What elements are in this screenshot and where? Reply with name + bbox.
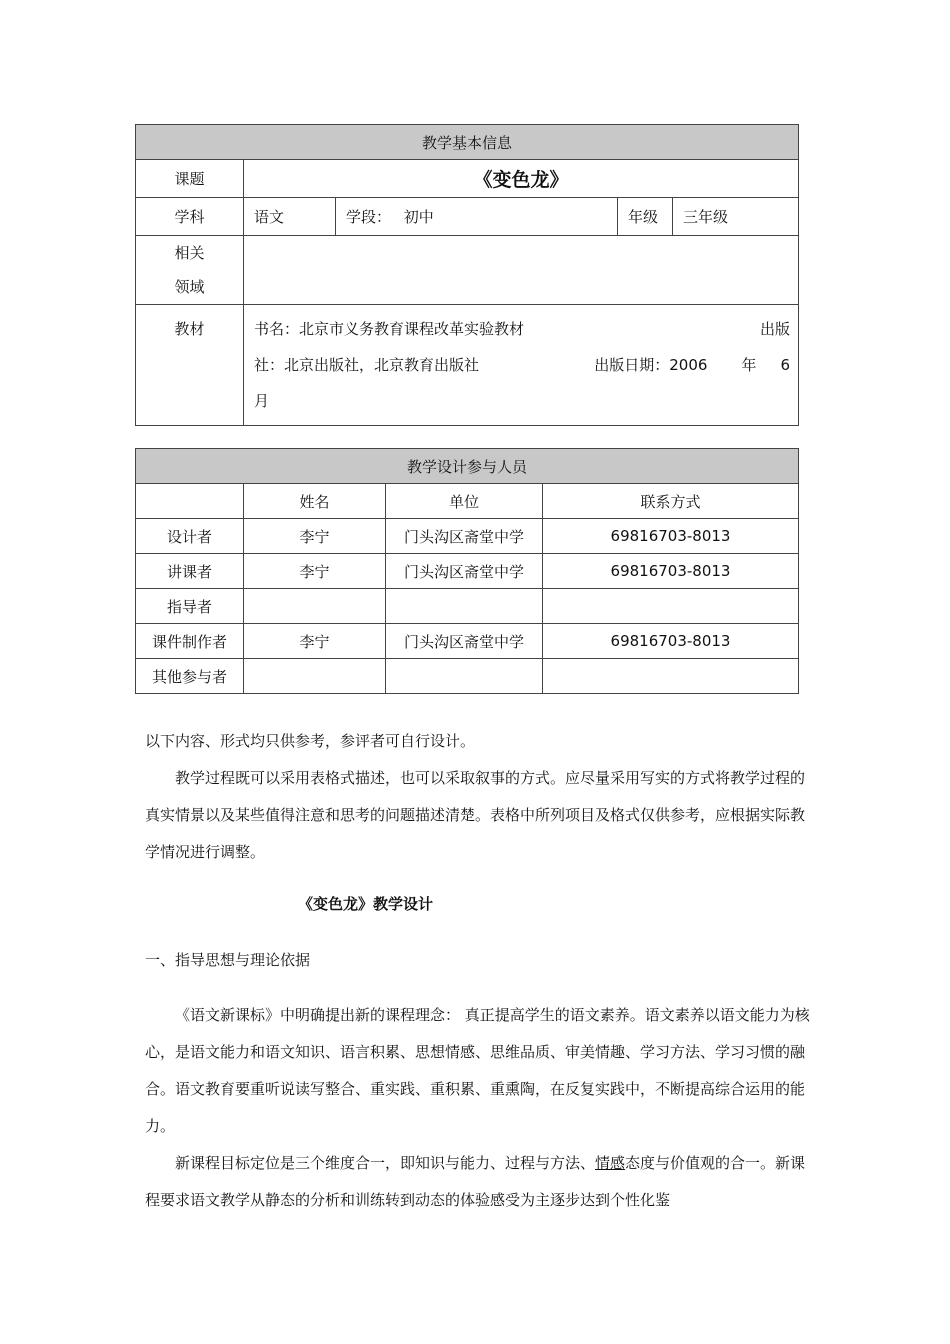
name-cell [244, 589, 386, 624]
field-label [136, 236, 244, 305]
field-label-line2: 领域 [174, 278, 205, 296]
unit-cell: 门头沟区斋堂中学 [386, 624, 543, 659]
material-month-unit: 月 [254, 392, 270, 410]
material-book-name: 书名：北京市义务教育课程改革实验教材 [254, 320, 525, 338]
name-cell: 李宁 [244, 624, 386, 659]
stage-label: 学段： [346, 208, 392, 226]
field-value [244, 236, 799, 305]
material-publisher: 社：北京出版社，北京教育出版社 [254, 356, 480, 374]
section-heading: 一、指导思想与理论依据 [145, 951, 311, 969]
contact-cell [543, 659, 799, 694]
para2-text-a: 新课程目标定位是三个维度合一，即知识与能力、过程与方法、 [175, 1154, 596, 1172]
unit-cell [386, 589, 543, 624]
contact-cell [543, 589, 799, 624]
para2-text-b: 态度与价值观的合一。新课程要求语文教学从静态的分析和训练转到动态的体验感受为主逐步达到个性化鉴 [145, 1154, 806, 1209]
contact-cell: 69816703-8013 [543, 624, 799, 659]
theory-paragraph-2 [145, 1145, 810, 1219]
participants-header: 教学设计参与人员 [136, 449, 799, 484]
name-cell: 李宁 [244, 519, 386, 554]
stage-value: 初中 [403, 208, 434, 226]
topic-label: 课题 [136, 160, 244, 198]
material-label: 教材 [136, 305, 244, 426]
contact-cell: 69816703-8013 [543, 554, 799, 589]
subject-value: 语文 [244, 198, 336, 236]
role-cell: 指导者 [136, 589, 244, 624]
column-header: 单位 [386, 484, 543, 519]
subject-label: 学科 [136, 198, 244, 236]
field-label-line1: 相关 [174, 244, 205, 262]
table-row [136, 519, 799, 554]
material-publisher-prefix: 出版 [759, 320, 790, 338]
table-row [136, 624, 799, 659]
material-month-number: 6 [780, 356, 790, 374]
unit-cell [386, 659, 543, 694]
grade-value: 三年级 [673, 198, 799, 236]
basic-info-header: 教学基本信息 [136, 125, 799, 160]
role-cell: 课件制作者 [136, 624, 244, 659]
material-value [244, 305, 799, 426]
theory-paragraph-1: 《语文新课标》中明确提出新的课程理念： 真正提高学生的语文素养。语文素养以语文能力为核心，是语文能力和语文知识、语言积累、思想情感、思维品质、审美情趣、学习方法、学习习惯的融合。语文教育要重听说读写整合、重实践、重积累、重熏陶，在反复实践中，不断提高综合运用的能力。 [145, 1006, 810, 1135]
column-header: 联系方式 [543, 484, 799, 519]
topic-value: 《变色龙》 [244, 160, 799, 198]
stage-cell [336, 198, 618, 236]
role-cell: 讲课者 [136, 554, 244, 589]
material-year-unit: 年 [741, 356, 757, 374]
theory-block [145, 997, 810, 1219]
table-row [136, 554, 799, 589]
document-title: 《变色龙》教学设计 [298, 895, 434, 913]
unit-cell: 门头沟区斋堂中学 [386, 554, 543, 589]
basic-info-table [135, 124, 799, 426]
material-date: 出版日期：2006 [594, 356, 708, 374]
notes-paragraph: 教学过程既可以采用表格式描述，也可以采取叙事的方式。应尽量采用写实的方式将教学过程的真实情景以及某些值得注意和思考的问题描述清楚。表格中所列项目及格式仅供参考，应根据实际教学情况进行调整。 [145, 769, 806, 861]
table-row [136, 589, 799, 624]
column-header: 姓名 [244, 484, 386, 519]
notes-line1: 以下内容、形式均只供参考，参评者可自行设计。 [145, 732, 476, 750]
name-cell: 李宁 [244, 554, 386, 589]
unit-cell: 门头沟区斋堂中学 [386, 519, 543, 554]
role-cell: 设计者 [136, 519, 244, 554]
role-cell: 其他参与者 [136, 659, 244, 694]
para2-underlined: 情感 [595, 1154, 626, 1172]
notes-block [145, 723, 810, 871]
column-header [136, 484, 244, 519]
grade-label: 年级 [618, 198, 673, 236]
table-row [136, 659, 799, 694]
contact-cell: 69816703-8013 [543, 519, 799, 554]
participants-table [135, 448, 799, 694]
name-cell [244, 659, 386, 694]
